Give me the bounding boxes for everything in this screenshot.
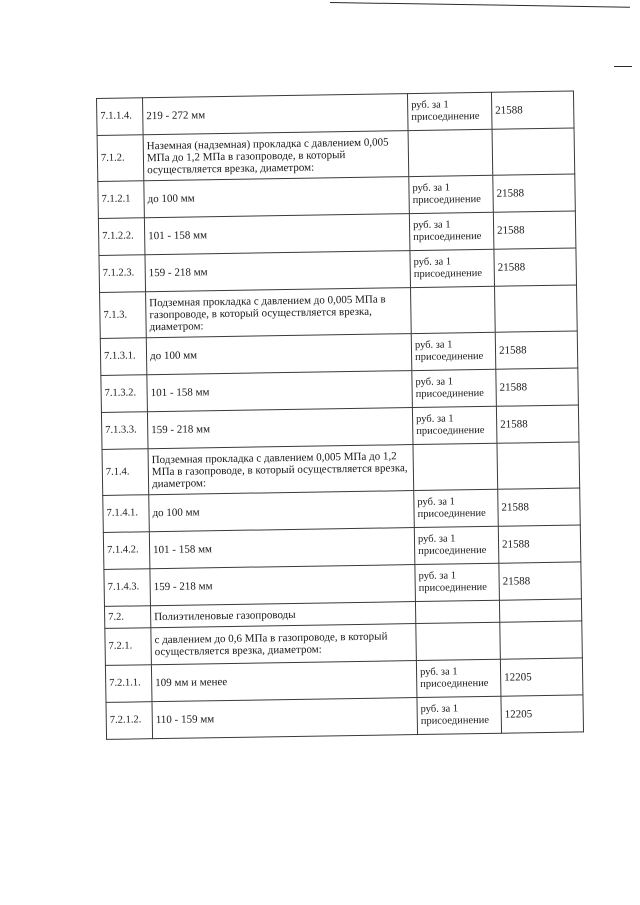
row-description: 101 - 158 мм	[147, 371, 413, 412]
row-price: 21588	[494, 248, 577, 286]
row-price: 21588	[499, 562, 582, 600]
row-price: 21588	[498, 488, 581, 526]
row-description: 219 - 272 мм	[143, 94, 409, 135]
row-description: 109 мм и менее	[151, 661, 417, 702]
row-unit: руб. за 1 присоединение	[412, 369, 497, 407]
row-description: с давлением до 0,6 МПа в газопроводе, в который осуществляется врезка, диаметром:	[151, 624, 417, 665]
row-unit: руб. за 1 присоединение	[417, 696, 502, 734]
row-unit: руб. за 1 присоединение	[409, 175, 494, 213]
row-price: 21588	[496, 368, 579, 406]
row-description: Подземная прокладка с давлением до 0,005 МПа в газопроводе, в который осуществляется врезка, диаметром:	[146, 288, 412, 338]
row-price	[500, 621, 583, 659]
row-price	[499, 599, 581, 622]
row-code: 7.1.3.1.	[100, 338, 147, 376]
row-code: 7.1.2.2.	[98, 218, 145, 256]
row-description: 159 - 218 мм	[145, 251, 411, 292]
row-unit	[415, 600, 499, 623]
row-code: 7.1.1.4.	[97, 98, 144, 136]
row-unit: руб. за 1 присоединение	[410, 249, 495, 287]
row-unit	[413, 443, 498, 490]
row-code: 7.1.3.2.	[101, 375, 148, 413]
row-description: до 100 мм	[149, 491, 415, 532]
row-code: 7.1.2.3.	[99, 255, 146, 293]
row-unit	[416, 622, 501, 660]
row-price: 12205	[500, 658, 583, 696]
row-code: 7.1.2.	[97, 135, 144, 182]
row-description: Полиэтиленовые газопроводы	[150, 602, 415, 628]
row-unit: руб. за 1 присоединение	[409, 212, 494, 250]
scan-edge-line	[330, 2, 630, 8]
row-code: 7.1.4.	[102, 449, 149, 496]
row-price	[492, 128, 575, 175]
table-row	[100, 285, 578, 338]
scan-mark	[614, 66, 632, 67]
row-price: 21588	[495, 331, 578, 369]
row-code: 7.1.3.3.	[101, 412, 148, 450]
row-description: до 100 мм	[144, 177, 410, 218]
row-description: Наземная (надземная) прокладка с давлением 0,005 МПа до 1,2 МПа в газопроводе, в который осуществляется врезка, диаметром:	[143, 131, 409, 181]
row-price: 21588	[491, 91, 574, 129]
row-description: до 100 мм	[146, 334, 412, 375]
row-description: 159 - 218 мм	[150, 565, 416, 606]
row-description: 110 - 159 мм	[152, 698, 418, 739]
row-price	[495, 285, 578, 332]
row-code: 7.2.1.1.	[105, 665, 152, 703]
row-code: 7.1.4.3.	[104, 569, 151, 607]
row-code: 7.1.2.1	[98, 181, 145, 219]
row-unit: руб. за 1 присоединение	[416, 659, 501, 697]
row-price: 21588	[493, 211, 576, 249]
row-code: 7.2.1.2.	[106, 702, 153, 740]
row-unit: руб. за 1 присоединение	[415, 563, 500, 601]
row-price: 21588	[496, 405, 579, 443]
row-unit	[408, 129, 493, 176]
row-unit	[411, 286, 496, 333]
row-description: 101 - 158 мм	[144, 214, 410, 255]
row-unit: руб. за 1 присоединение	[414, 489, 499, 527]
row-price	[497, 442, 580, 489]
row-unit: руб. за 1 присоединение	[412, 406, 497, 444]
row-unit: руб. за 1 присоединение	[414, 526, 499, 564]
row-code: 7.1.4.1.	[103, 495, 150, 533]
row-description: Подземная прокладка с давлением 0,005 МПа до 1,2 МПа в газопроводе, в который осуществляется врезка, диаметром:	[148, 445, 414, 495]
row-code: 7.1.3.	[100, 292, 147, 339]
row-unit: руб. за 1 присоединение	[407, 92, 492, 130]
row-unit: руб. за 1 присоединение	[411, 332, 496, 370]
table-row	[106, 695, 584, 739]
row-price: 21588	[493, 174, 576, 212]
row-code: 7.2.1.	[105, 628, 152, 666]
row-code: 7.2.	[104, 606, 150, 629]
row-price: 21588	[498, 525, 581, 563]
row-description: 159 - 218 мм	[147, 408, 413, 449]
row-description: 101 - 158 мм	[149, 528, 415, 569]
tariff-table	[96, 90, 584, 739]
table-row	[97, 128, 575, 181]
row-price: 12205	[501, 695, 584, 733]
table-row	[102, 442, 580, 495]
row-code: 7.1.4.2.	[103, 532, 150, 570]
